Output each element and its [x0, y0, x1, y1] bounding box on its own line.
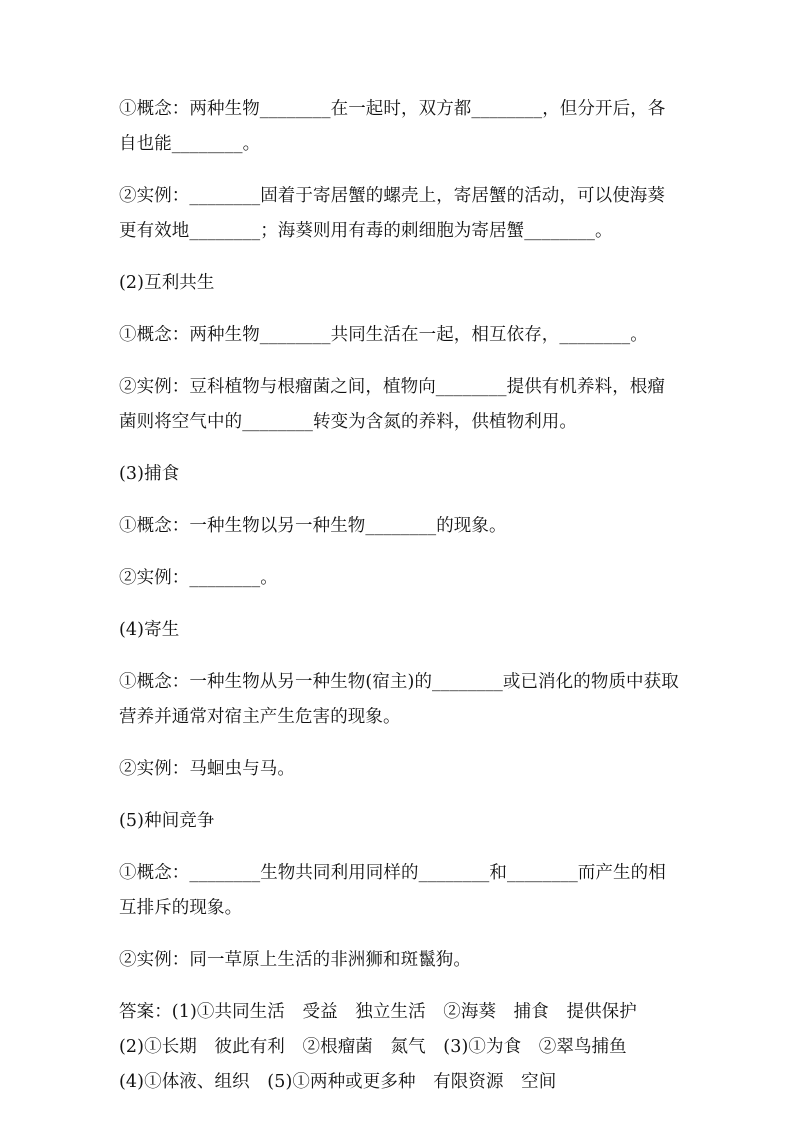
parasitism-concept: ①概念：一种生物从另一种生物(宿主)的________或已消化的物质中获取营养并通常对宿主产生危害的现象。: [119, 672, 679, 727]
predation-concept: ①概念：一种生物以另一种生物________的现象。: [119, 516, 507, 536]
predation-example: ②实例：________。: [119, 568, 278, 588]
mutualism-concept: ①概念：两种生物________共同生活在一起，相互依存，________。: [119, 325, 648, 345]
parasitism-example: ②实例：马蛔虫与马。: [119, 759, 295, 779]
commensalism-example: ②实例：________固着于寄居蟹的螺壳上，寄居蟹的活动，可以使海葵更有效地________；海葵则用有毒的刺细胞为寄居蟹________。: [119, 186, 665, 241]
section-heading-parasitism: (4)寄生: [119, 620, 180, 640]
section-heading-competition: (5)种间竞争: [119, 811, 215, 831]
document-content: [119, 92, 679, 1100]
section-heading-predation: (3)捕食: [119, 464, 180, 484]
competition-example: ②实例：同一草原上生活的非洲狮和斑鬣狗。: [119, 950, 471, 970]
answer-block: [119, 995, 679, 1100]
answer-line-2: (2)①长期 彼此有利 ②根瘤菌 氮气 (3)①为食 ②翠鸟捕鱼: [119, 1037, 627, 1057]
section-heading-mutualism: (2)互利共生: [119, 273, 215, 293]
answer-line-1: 答案：(1)①共同生活 受益 独立生活 ②海葵 捕食 提供保护: [119, 1002, 637, 1022]
commensalism-concept: ①概念：两种生物________在一起时，双方都________，但分开后，各自也能________。: [119, 99, 666, 154]
answer-line-3: (4)①体液、组织 (5)①两种或更多种 有限资源 空间: [119, 1072, 557, 1092]
mutualism-example: ②实例：豆科植物与根瘤菌之间，植物向________提供有机养料，根瘤菌则将空气中的________转变为含氮的养料，供植物利用。: [119, 377, 665, 432]
competition-concept: ①概念：________生物共同利用同样的________和________而产生的相互排斥的现象。: [119, 863, 666, 918]
